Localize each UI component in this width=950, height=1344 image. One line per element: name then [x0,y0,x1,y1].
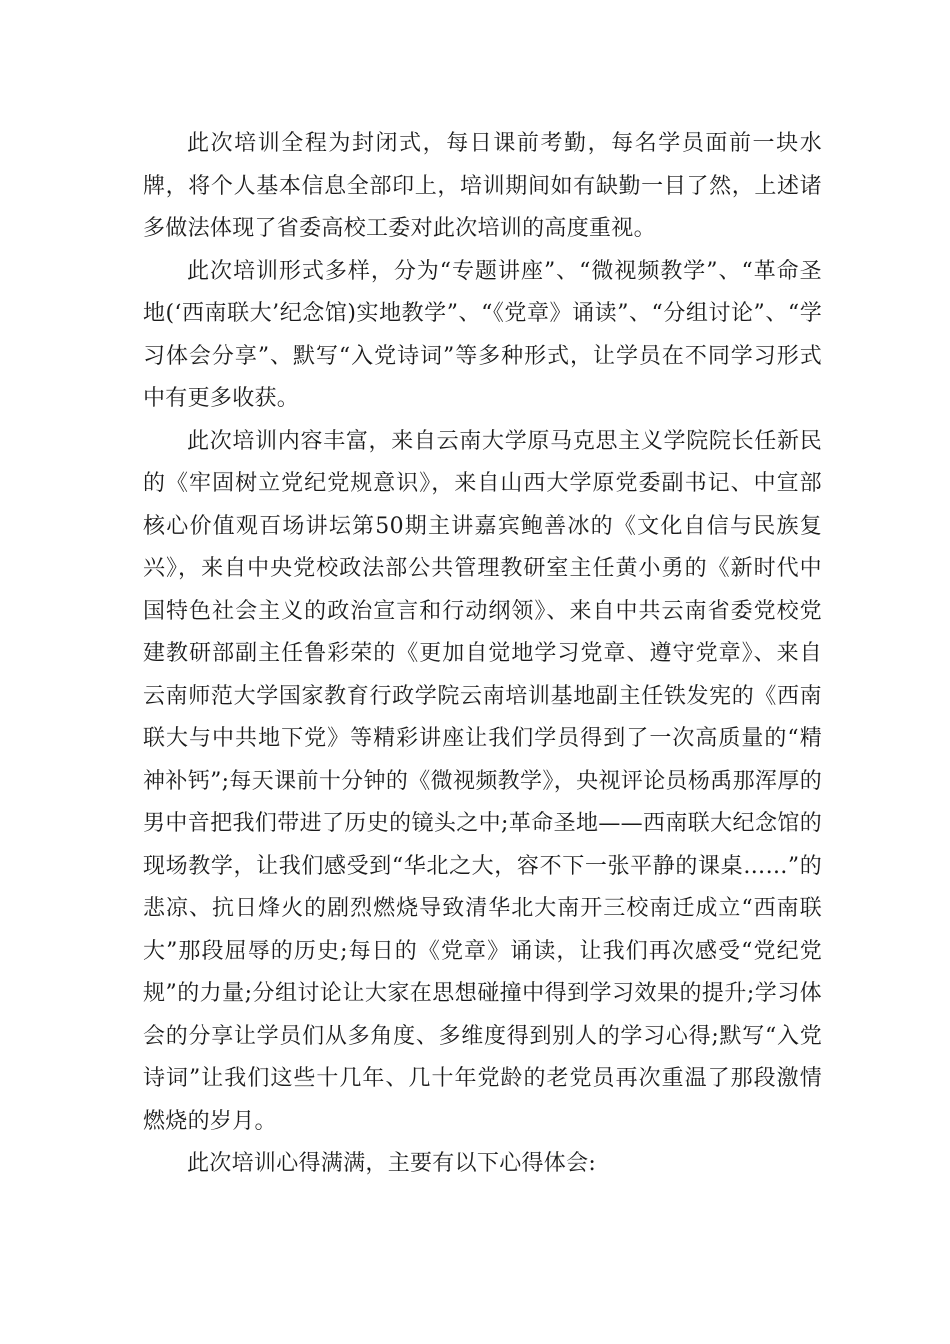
paragraph-closed-training: 此次培训全程为封闭式，每日课前考勤，每名学员面前一块水牌，将个人基本信息全部印上，培训期间如有缺勤一目了然，上述诸多做法体现了省委高校工委对此次培训的高度重视。 [143,131,822,241]
paragraph-training-experience: 此次培训心得满满，主要有以下心得体会: [187,1151,597,1176]
paragraph-training-content: 此次培训内容丰富，来自云南大学原马克思主义学院院长任新民的《牢固树立党纪党规意识》，来自山西大学原党委副书记、中宣部核心价值观百场讲坛第50期主讲嘉宾鲍善冰的《文化自信与民族复兴》，来自中央党校政法部公共管理教研室主任黄小勇的《新时代中国特色社会主义的政治宣言和行动纲领》、来自中共云南省委党校党建教研部副主任鲁彩荣的《更加自觉地学习党章、遵守党章》、来自云南师范大学国家教育行政学院云南培训基地副主任铁发宪的《西南联大与中共地下党》等精彩讲座让我们学员得到了一次高质量的“精神补钙”;每天课前十分钟的《微视频教学》，央视评论员杨禹那浑厚的男中音把我们带进了历史的镜头之中;革命圣地——西南联大纪念馆的现场教学，让我们感受到“华北之大，容不下一张平静的课桌……”的悲凉、抗日烽火的剧烈燃烧导致清华北大南开三校南迁成立“西南联大”那段屈辱的历史;每日的《党章》诵读，让我们再次感受“党纪党规”的力量;分组讨论让大家在思想碰撞中得到学习效果的提升;学习体会的分享让学员们从多角度、多维度得到别人的学习心得;默写“入党诗词”让我们这些十几年、几十年党龄的老党员再次重温了那段激情燃烧的岁月。 [143,428,822,1134]
paragraph-training-forms: 此次培训形式多样，分为“专题讲座”、“微视频教学”、“革命圣地(‘西南联大’纪念馆)实地教学”、“《党章》诵读”、“分组讨论”、“学习体会分享”、默写“入党诗词”等多种形式，让学员在不同学习形式中有更多收获。 [143,258,822,411]
document-body [143,123,822,1186]
